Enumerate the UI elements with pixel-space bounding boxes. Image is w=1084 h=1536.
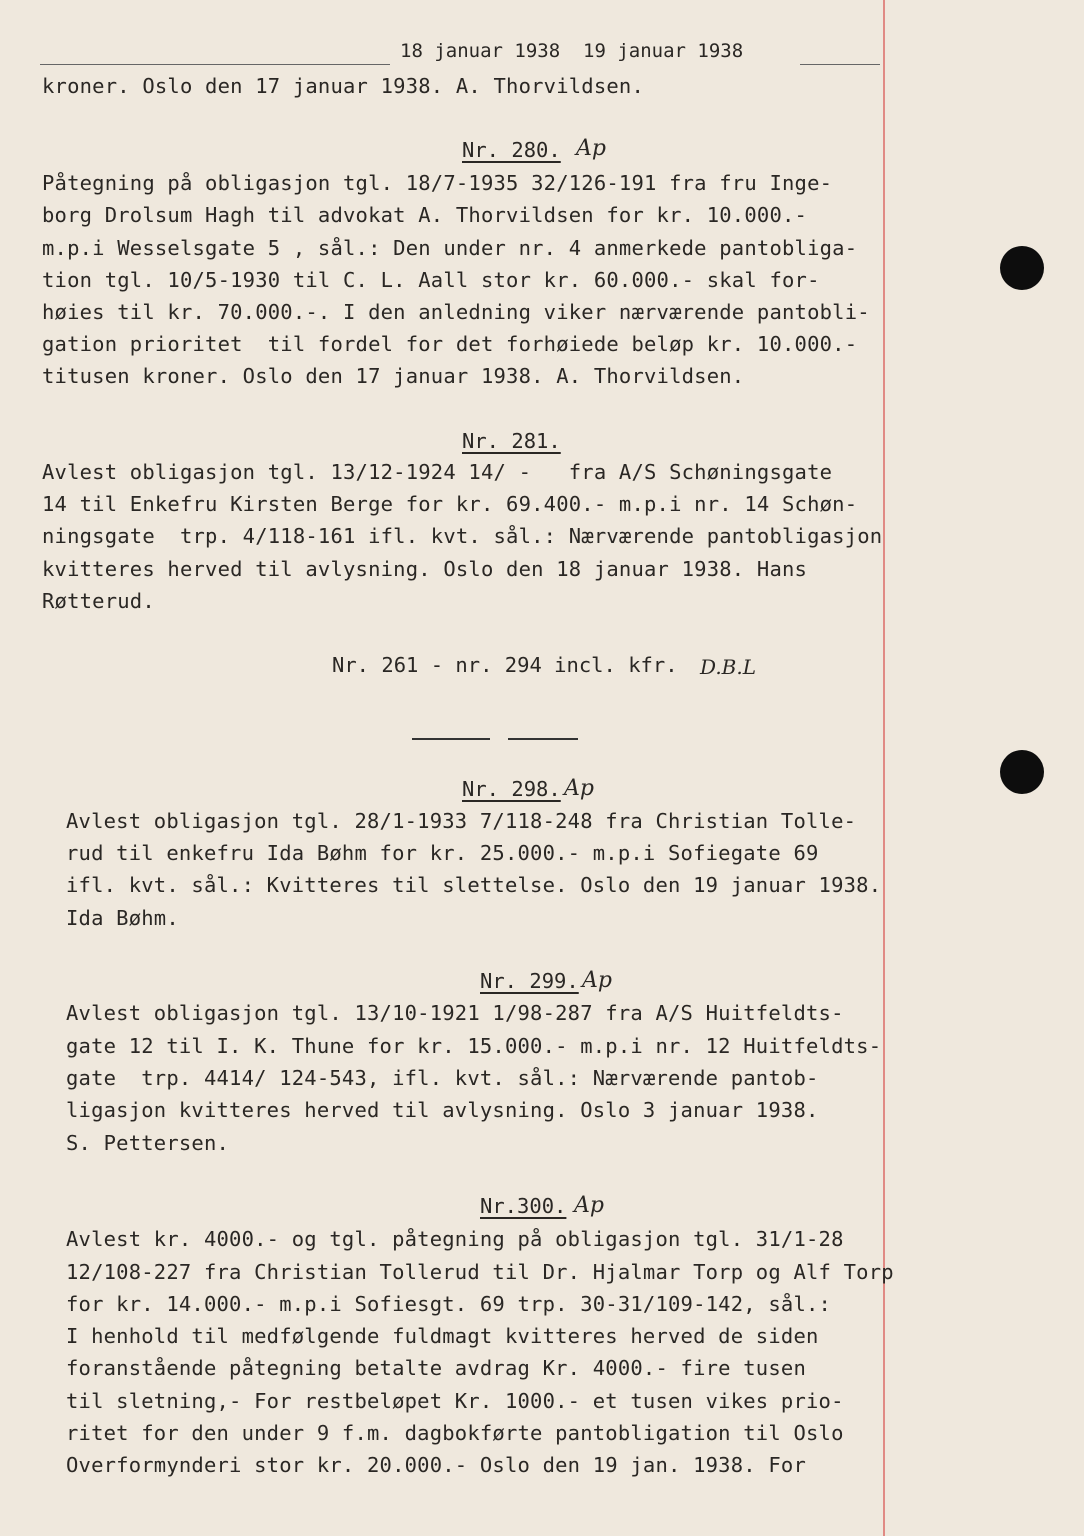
entry-text-line: Avlest obligasjon tgl. 13/12-1924 14/ - fra A/S Schøningsgate <box>42 460 833 484</box>
entry-text-line: rud til enkefru Ida Bøhm for kr. 25.000.- m.p.i Sofiegate 69 <box>66 841 819 865</box>
entry-text-line: ligasjon kvitteres herved til avlysning. Oslo 3 januar 1938. <box>66 1098 819 1122</box>
entry-text-line: Avlest kr. 4000.- og tgl. påtegning på obligasjon tgl. 31/1-28 <box>66 1227 844 1251</box>
clerk-initials: Ap <box>576 136 606 161</box>
clerk-initials: Ap <box>582 968 612 993</box>
entry-text-line: gation prioritet til fordel for det forhøiede beløp kr. 10.000.- <box>42 332 858 356</box>
entry-number: Nr. 298. <box>462 777 561 801</box>
punch-hole <box>1000 750 1044 794</box>
entry-text-line: 12/108-227 fra Christian Tollerud til Dr. Hjalmar Torp og Alf Torp <box>66 1260 894 1284</box>
entry-number: Nr. 299. <box>480 969 579 993</box>
entry-number: Nr.300. <box>480 1194 567 1218</box>
clerk-initials: D.B.L <box>700 655 757 679</box>
entry-text-line: til sletning,- For restbeløpet Kr. 1000.- et tusen vikes prio- <box>66 1389 844 1413</box>
entry-text-line: Avlest obligasjon tgl. 28/1-1933 7/118-248 fra Christian Tolle- <box>66 809 857 833</box>
entry-text-line: gate 12 til I. K. Thune for kr. 15.000.- m.p.i nr. 12 Huitfeldts- <box>66 1034 882 1058</box>
entry-text-line: borg Drolsum Hagh til advokat A. Thorvildsen for kr. 10.000.- <box>42 203 808 227</box>
entry-text-line: foranstående påtegning betalte avdrag Kr. 4000.- fire tusen <box>66 1356 806 1380</box>
entry-text-line: 14 til Enkefru Kirsten Berge for kr. 69.400.- m.p.i nr. 14 Schøn- <box>42 492 858 516</box>
entry-text-line: S. Pettersen. <box>66 1131 230 1155</box>
entry-text-line: Ida Bøhm. <box>66 906 179 930</box>
entry-text-line: ningsgate trp. 4/118-161 ifl. kvt. sål.: Nærværende pantobligasjon <box>42 524 883 548</box>
clerk-initials: Ap <box>564 776 594 801</box>
entry-number: Nr. 281. <box>462 429 561 453</box>
entry-text-line: ifl. kvt. sål.: Kvitteres til slettelse. Oslo den 19 januar 1938. <box>66 873 882 897</box>
intro-line: kroner. Oslo den 17 januar 1938. A. Thorvildsen. <box>42 74 645 98</box>
entry-text-line: kvitteres herved til avlysning. Oslo den 18 januar 1938. Hans <box>42 557 808 581</box>
entry-number: Nr. 280. <box>462 138 561 162</box>
header-dates: 18 januar 1938 19 januar 1938 <box>400 40 744 62</box>
cross-reference: Nr. 261 - nr. 294 incl. kfr. <box>332 653 678 677</box>
entry-text-line: titusen kroner. Oslo den 17 januar 1938. A. Thorvildsen. <box>42 364 745 388</box>
entry-text-line: m.p.i Wesselsgate 5 , sål.: Den under nr. 4 anmerkede pantobliga- <box>42 236 858 260</box>
entry-text-line: Overformynderi stor kr. 20.000.- Oslo den 19 jan. 1938. For <box>66 1453 806 1477</box>
header-rule <box>800 64 880 65</box>
entry-text-line: I henhold til medfølgende fuldmagt kvitteres herved de siden <box>66 1324 819 1348</box>
entry-text-line: høies til kr. 70.000.-. I den anledning viker nærværende pantobli- <box>42 300 870 324</box>
entry-text-line: Avlest obligasjon tgl. 13/10-1921 1/98-287 fra A/S Huitfeldts- <box>66 1001 844 1025</box>
separator-rule <box>508 738 578 740</box>
separator-rule <box>412 738 490 740</box>
entry-text-line: Røtterud. <box>42 589 155 613</box>
entry-text-line: gate trp. 4414/ 124-543, ifl. kvt. sål.: Nærværende pantob- <box>66 1066 819 1090</box>
clerk-initials: Ap <box>574 1193 604 1218</box>
entry-text-line: tion tgl. 10/5-1930 til C. L. Aall stor kr. 60.000.- skal for- <box>42 268 820 292</box>
entry-text-line: Påtegning på obligasjon tgl. 18/7-1935 32/126-191 fra fru Inge- <box>42 171 833 195</box>
margin-line <box>883 0 885 1536</box>
entry-text-line: for kr. 14.000.- m.p.i Sofiesgt. 69 trp. 30-31/109-142, sål.: <box>66 1292 832 1316</box>
header-rule <box>40 64 390 65</box>
punch-hole <box>1000 246 1044 290</box>
entry-text-line: ritet for den under 9 f.m. dagbokførte pantobligation til Oslo <box>66 1421 844 1445</box>
